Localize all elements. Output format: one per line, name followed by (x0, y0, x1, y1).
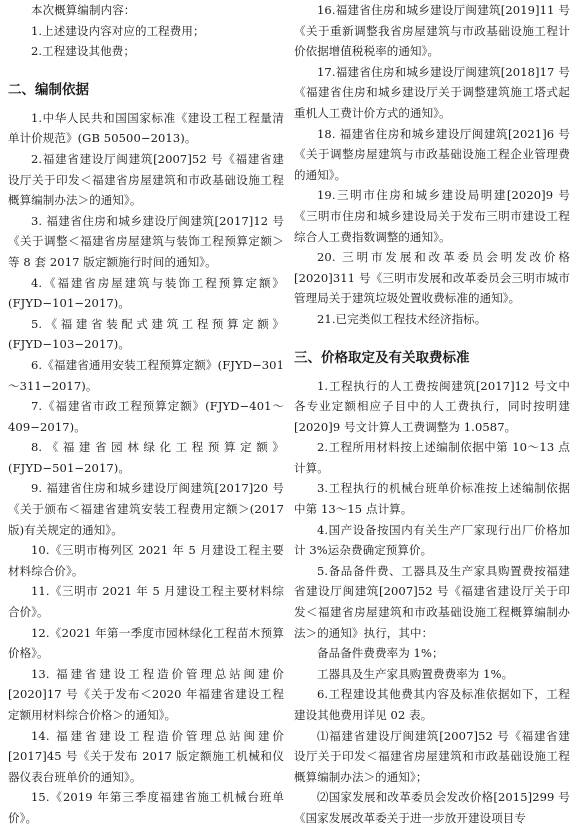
left-column (8, 0, 284, 829)
intro-text: 本次概算编制内容： (31, 3, 136, 17)
basis-item: 16.福建省住房和城乡建设厅闽建筑[2019]11 号《关于重新调整我省房屋建筑与市政基础设施工程计价依据增值税税率的通知》。 (294, 3, 570, 59)
section-heading-basis: 二、编制依据 (8, 81, 89, 98)
basis-item: 5.《福建省装配式建筑工程预算定额》(FJYD−103−2017)。 (8, 316, 284, 352)
price-item: 3.工程执行的机械台班单价标准按上述编制依据中第 13～15 点计算。 (294, 481, 570, 517)
price-item: 1.工程执行的人工费按闽建筑[2017]12 号文中各专业定额相应子目中的人工费执行，同时按明建[2020]9 号文计算人工费调整为 1.0587。 (294, 378, 570, 434)
intro-item: 2.工程建设其他费； (31, 44, 135, 59)
basis-item: 8.《福建省园林绿化工程预算定额》(FJYD−501−2017)。 (8, 440, 284, 475)
intro-item: 1.上述建设内容对应的工程费用； (31, 23, 205, 38)
basis-item: 17.福建省住房和城乡建设厅闽建筑[2018]17 号《福建省住房和城乡建设厅关于调整建筑施工塔式起重机人工费计价方式的通知》。 (294, 64, 570, 120)
basis-item: 19.三明市住房和城乡建设局明建[2020]9 号《三明市住房和城乡建设局关于发布三明市建设工程综合人工费指数调整的通知》。 (294, 188, 570, 244)
price-subitem: 工器具及生产家具购置费费率为 1%。 (317, 666, 514, 681)
basis-item: 14. 福建省建设工程造价管理总站闽建价[2017]45 号《关于发布 2017 版定额施工机械和仪器仪表台班单价的通知》。 (8, 728, 284, 784)
basis-item: 10.《三明市梅列区 2021 年 5 月建设工程主要材料综合价》。 (8, 543, 284, 578)
basis-item: 20. 三明市发展和改革委员会明发改价格[2020]311 号《三明市发展和改革委员会三明市城市管理局关于建筑垃圾处置收费标准的通知》。 (294, 250, 570, 306)
price-item: ⑴福建省建设厅闽建筑[2007]52 号《福建省建设厅关于印发＜福建省房屋建筑和市政基础设施工程概算编制办法＞的通知》； (294, 728, 570, 784)
basis-item: 4.《福建省房屋建筑与装饰工程预算定额》(FJYD−101−2017)。 (8, 275, 284, 311)
basis-item: 6.《福建省通用安装工程预算定额》(FJYD−301～311−2017)。 (8, 357, 284, 393)
price-item: 6.工程建设其他费其内容及标准依据如下，工程建设其他费用详见 02 表。 (294, 687, 570, 722)
right-column (294, 0, 570, 829)
basis-item: 2.福建省建设厅闽建筑[2007]52 号《福建省建设厅关于印发＜福建省房屋建筑和市政基础设施工程概算编制办法＞的通知》。 (8, 151, 284, 208)
basis-item: 21.已完类似工程技术经济指标。 (317, 311, 487, 326)
basis-item: 3. 福建省住房和城乡建设厅闽建筑[2017]12 号《关于调整＜福建省房屋建筑与装饰工程预算定额＞等 8 套 2017 版定额施行时间的通知》。 (8, 213, 284, 269)
price-item: 5.备品备件费、工器具及生产家具购置费按福建省建设厅闽建筑[2007]52 号《福建省建设厅关于印发＜福建省房屋建筑和市政基础设施工程概算编制办法＞的通知》执行，其中： (294, 563, 570, 640)
price-item: 2.工程所用材料按上述编制依据中第 10～13 点计算。 (294, 440, 570, 475)
basis-item: 1.中华人民共和国国家标准《建设工程工程量清单计价规范》(GB 50500−2013)。 (8, 110, 284, 146)
price-item: 4.国产设备按国内有关生产厂家现行出厂价格加计 3%运杂费确定预算价。 (294, 522, 570, 558)
basis-item: 12.《2021 年第一季度市园林绿化工程苗木预算价格》。 (8, 625, 284, 661)
basis-item: 7.《福建省市政工程预算定额》(FJYD−401～409−2017)。 (8, 399, 284, 434)
basis-item: 9. 福建省住房和城乡建设厅闽建筑[2017]20 号《关于颁布＜福建省建筑安装工程费用定额＞(2017 版)有关规定的通知》。 (8, 481, 284, 537)
price-item: ⑵国家发展和改革委员会发改价格[2015]299 号《国家发展改革委关于进一步放开建设项目专 (294, 790, 570, 825)
price-subitem: 备品备件费费率为 1%； (317, 646, 444, 661)
section-heading-pricing: 三、价格取定及有关取费标准 (294, 349, 470, 366)
basis-item: 13. 福建省建设工程造价管理总站闽建价[2020]17 号《关于发布＜2020 年福建省建设工程定额用材料综合价格＞的通知》。 (8, 666, 284, 722)
basis-item: 18. 福建省住房和城乡建设厅闽建筑[2021]6 号《关于调整房屋建筑与市政基础设施工程企业管理费的通知》。 (294, 126, 570, 182)
basis-item: 15.《2019 年第三季度福建省施工机械台班单价》。 (8, 790, 284, 825)
basis-item: 11.《三明市 2021 年 5 月建设工程主要材料综合价》。 (8, 584, 284, 620)
